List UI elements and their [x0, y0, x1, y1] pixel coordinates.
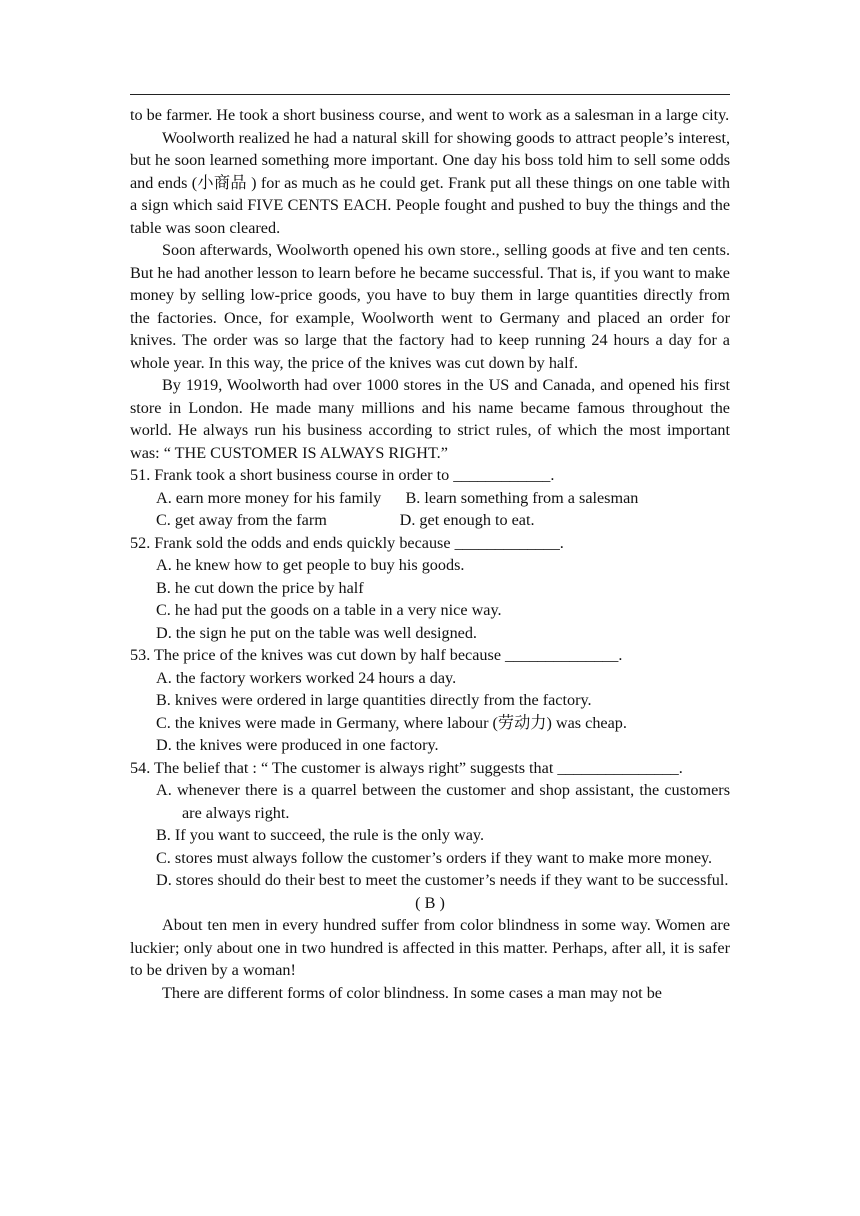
- passage-a-paragraph-1: Woolworth realized he had a natural skill for showing goods to attract people’s interest, but he soon learned something more important. One day his boss told him to sell some odds and ends (小商品 ) for as much as he could get. Frank put all these things on one table with a sign which said FIVE CENTS EACH. People fought and pushed to buy the things and the table was soon cleared.: [130, 128, 730, 237]
- section-b-heading: ( B ): [415, 893, 445, 912]
- question-54-option-c: C. stores must always follow the customer’s orders if they want to make more money.: [156, 848, 713, 867]
- document-body: [130, 104, 730, 1004]
- question-52-option-c: C. he had put the goods on a table in a very nice way.: [156, 601, 502, 619]
- passage-a-paragraph-0: to be farmer. He took a short business course, and went to work as a salesman in a large city.: [130, 106, 730, 124]
- question-53-option-b: B. knives were ordered in large quantities directly from the factory.: [156, 691, 592, 709]
- passage-b-paragraph-2: There are different forms of color blindness. In some cases a man may not be: [162, 983, 662, 1002]
- question-54-option-b: B. If you want to succeed, the rule is the only way.: [156, 826, 485, 844]
- question-52-option-b: B. he cut down the price by half: [156, 578, 364, 597]
- question-54-option-d: D. stores should do their best to meet the customer’s needs if they want to be successful.: [156, 871, 729, 889]
- question-52-option-d: D. the sign he put on the table was well designed.: [156, 623, 477, 642]
- question-53-option-d: D. the knives were produced in one factory.: [156, 736, 439, 754]
- passage-a-paragraph-3: By 1919, Woolworth had over 1000 stores in the US and Canada, and opened his first store in London. He made many millions and his name became famous throughout the world. He always run his business according to strict rules, of which the most important was: “ THE CUSTOMER IS ALWAYS RIGHT.”: [130, 376, 730, 462]
- question-51-options-row-1: A. earn more money for his family B. learn something from a salesman: [156, 488, 639, 507]
- question-54-option-a: A. whenever there is a quarrel between the customer and shop assistant, the customers are always right.: [156, 781, 730, 822]
- header-rule: [130, 94, 730, 95]
- passage-b-paragraph-1: About ten men in every hundred suffer from color blindness in some way. Women are luckier; only about one in two hundred is affected in this matter. Perhaps, after all, it is safer to be driven by a woman!: [130, 916, 730, 979]
- passage-a-paragraph-2: Soon afterwards, Woolworth opened his own store., selling goods at five and ten cents. But he had another lesson to learn before he became successful. That is, if you want to make money by selling low-price goods, you have to buy them in large quantities directly from the factories. Once, for example, Woolworth went to Germany and placed an order for knives. The order was so large that the factory had to keep running 24 hours a day for a whole year. In this way, the price of the knives was cut down by half.: [130, 241, 730, 372]
- question-53-option-a: A. the factory workers worked 24 hours a day.: [156, 668, 457, 687]
- question-53-stem: 53. The price of the knives was cut down by half because ______________.: [130, 646, 623, 664]
- question-51-options-row-2: C. get away from the farm D. get enough to eat.: [156, 511, 535, 529]
- question-52-stem: 52. Frank sold the odds and ends quickly because _____________.: [130, 533, 564, 552]
- question-54-stem: 54. The belief that : “ The customer is always right” suggests that _______________.: [130, 758, 683, 777]
- question-52-option-a: A. he knew how to get people to buy his goods.: [156, 556, 465, 574]
- question-51-stem: 51. Frank took a short business course in order to ____________.: [130, 466, 555, 484]
- question-53-option-c: C. the knives were made in Germany, where labour (劳动力) was cheap.: [156, 713, 627, 732]
